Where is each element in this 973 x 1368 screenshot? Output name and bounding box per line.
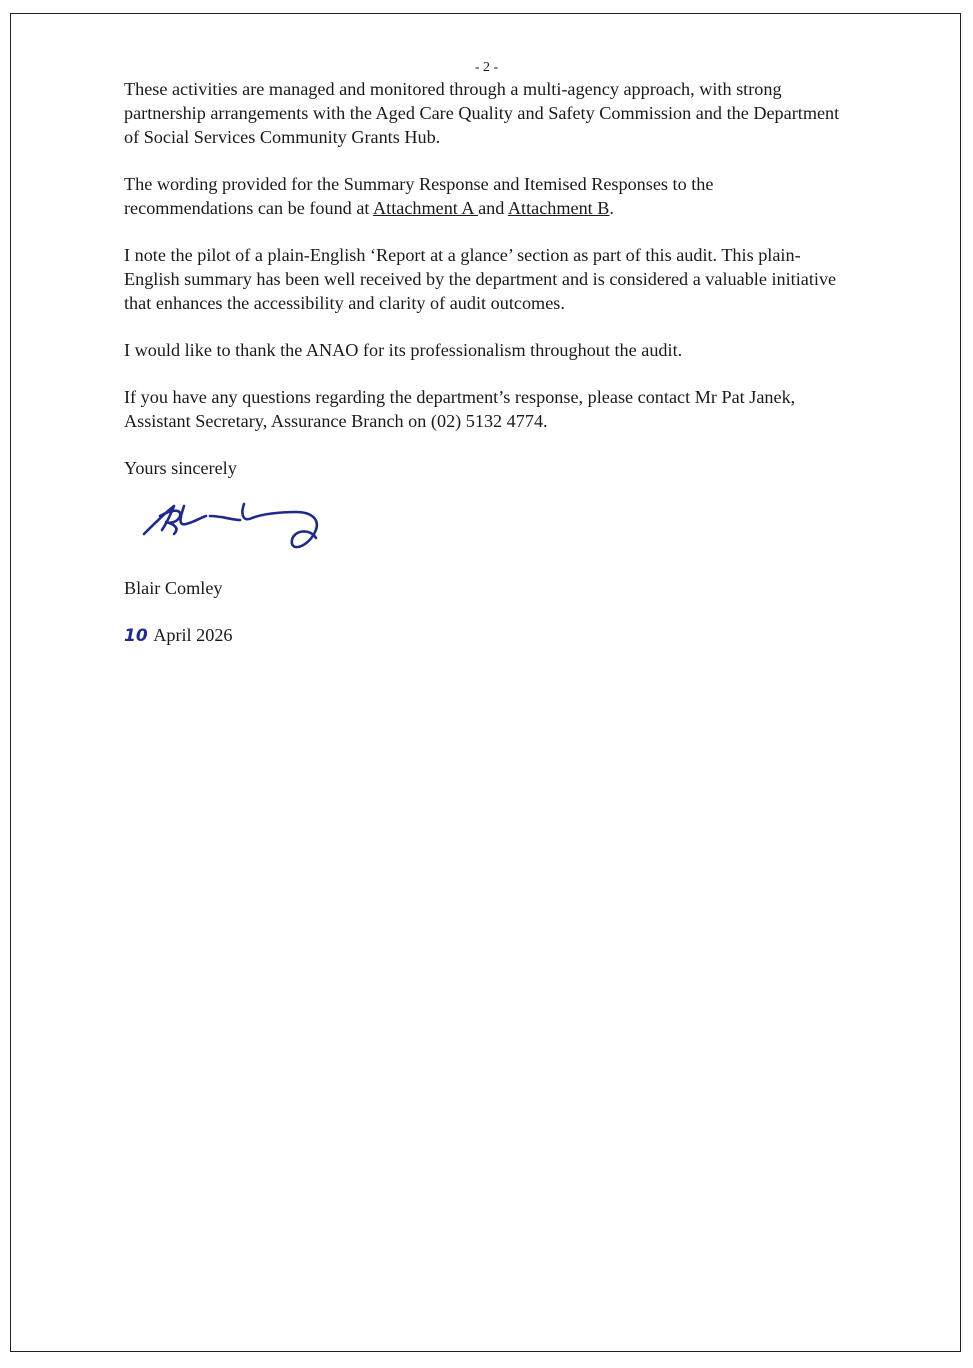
paragraph-contact: If you have any questions regarding the department’s response, please contact Mr Pat Janek, Assistant Secretary, Assurance Branch on (02) 5132 4774.: [124, 387, 796, 431]
date-month-year: April 2026: [149, 625, 233, 645]
closing-salutation: Yours sincerely: [124, 458, 237, 478]
attachments-text-middle: and: [478, 198, 508, 218]
letter-date: [124, 623, 844, 648]
attachments-text-end: .: [609, 198, 614, 218]
letter-body: [124, 77, 844, 648]
attachments-text-start: The wording provided for the Summary Response and Itemised Responses to the recommendations can be found at: [124, 174, 714, 218]
paragraph-partnerships: These activities are managed and monitored through a multi-agency approach, with strong partnership arrangements with the Aged Care Quality and Safety Commission and the Department of Social Services Community Grants Hub.: [124, 79, 840, 147]
signatory-name: Blair Comley: [124, 578, 223, 598]
paragraph-thanks: I would like to thank the ANAO for its professionalism throughout the audit.: [124, 340, 683, 360]
paragraph-attachments: [124, 172, 844, 220]
handwritten-signature: [140, 494, 340, 572]
handwritten-date-day: 10: [124, 626, 148, 646]
attachment-b-link[interactable]: Attachment B: [507, 198, 610, 218]
paragraph-report-at-a-glance: I note the pilot of a plain-English ‘Report at a glance’ section as part of this audit. This plain-English summary has been well received by the department and is considered a valuable initiative that enhances the accessibility and clarity of audit outcomes.: [124, 245, 837, 313]
attachment-a-link[interactable]: Attachment A: [373, 198, 479, 218]
page-number: - 2 -: [474, 60, 499, 75]
